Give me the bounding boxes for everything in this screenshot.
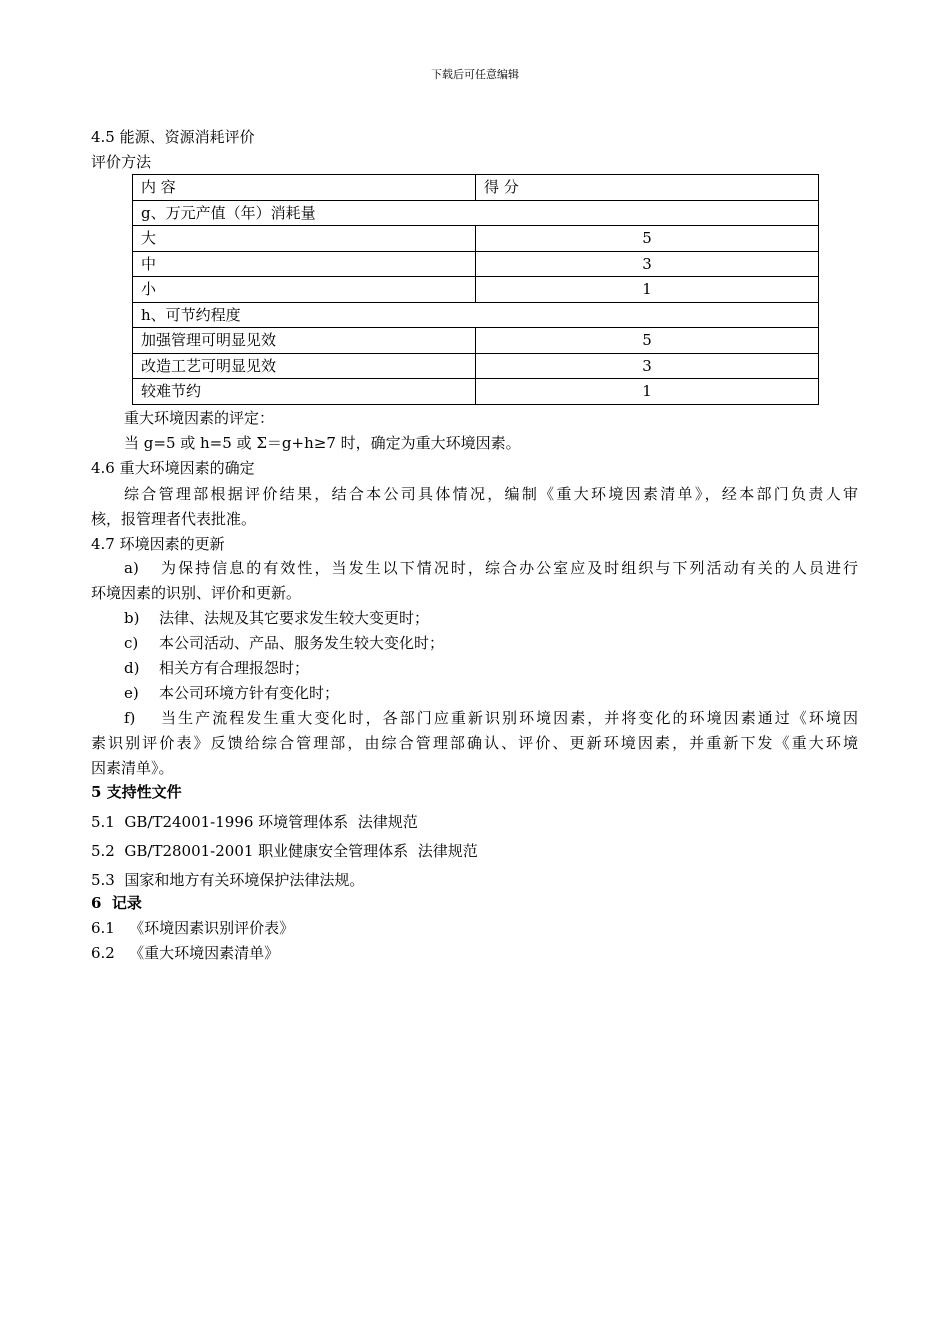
row-score: 3	[476, 353, 819, 379]
item-f-label: f)	[124, 709, 136, 727]
row-label: 大	[133, 226, 476, 252]
row-score: 1	[476, 379, 819, 405]
table-row	[133, 328, 819, 354]
section-5-3: 5.3 国家和地方有关环境保护法律法规。	[91, 871, 365, 889]
energy-evaluation-table	[132, 174, 819, 405]
major-factor-label: 重大环境因素的评定：	[124, 409, 275, 427]
item-c	[124, 633, 444, 653]
item-d-text: 相关方有合理报怨时；	[159, 659, 310, 677]
section-4-5-title: 4.5 能源、资源消耗评价	[91, 128, 255, 146]
row-label: 加强管理可明显见效	[133, 328, 476, 354]
item-e	[124, 683, 339, 703]
item-d-label: d)	[124, 659, 140, 677]
item-a-text: 为保持信息的有效性，当发生以下情况时，综合办公室应及时组织与下列活动有关的人员进行	[159, 559, 858, 577]
section-5-title: 5 支持性文件	[91, 783, 182, 801]
item-e-label: e)	[124, 684, 139, 702]
table-group-row	[133, 302, 819, 328]
table-row	[133, 277, 819, 303]
row-score: 5	[476, 328, 819, 354]
table-row	[133, 379, 819, 405]
group-h-title: h、可节约程度	[133, 302, 819, 328]
item-d	[124, 658, 309, 678]
section-4-7-title: 4.7 环境因素的更新	[91, 535, 225, 553]
score-header: 得 分	[476, 175, 819, 201]
item-c-label: c)	[124, 634, 139, 652]
item-a-label: a)	[124, 559, 139, 577]
item-f-line3: 因素清单》。	[91, 759, 174, 777]
row-label: 中	[133, 251, 476, 277]
item-f-text: 当生产流程发生重大变化时，各部门应重新识别环境因素，并将变化的环境因素通过《环境因	[159, 709, 858, 727]
table-row	[133, 251, 819, 277]
table-row	[133, 226, 819, 252]
item-b-label: b)	[124, 609, 140, 627]
item-c-text: 本公司活动、产品、服务发生较大变化时；	[159, 634, 445, 652]
item-f-line1	[124, 708, 858, 728]
item-f-line2: 素识别评价表》反馈给综合管理部，由综合管理部确认、评价、更新环境因素，并重新下发《重大环境	[91, 734, 858, 752]
section-6-2: 6.2 《重大环境因素清单》	[91, 944, 280, 962]
section-4-6-paragraph-line1: 综合管理部根据评价结果，结合本公司具体情况，编制《重大环境因素清单》，经本部门负责人审	[124, 485, 858, 503]
evaluation-method-label: 评价方法	[91, 153, 152, 171]
row-label: 改造工艺可明显见效	[133, 353, 476, 379]
row-score: 3	[476, 251, 819, 277]
row-label: 较难节约	[133, 379, 476, 405]
major-factor-rule: 当 g=5 或 h=5 或 Σ＝g+h≥7 时，确定为重大环境因素。	[124, 434, 521, 452]
item-a-line1	[124, 558, 858, 578]
table-row	[133, 353, 819, 379]
section-6-1: 6.1 《环境因素识别评价表》	[91, 919, 295, 937]
item-a-line2: 环境因素的识别、评价和更新。	[91, 584, 302, 602]
row-score: 1	[476, 277, 819, 303]
group-g-title: g、万元产值（年）消耗量	[133, 200, 819, 226]
section-5-2: 5.2 GB/T28001-2001 职业健康安全管理体系 法律规范	[91, 842, 478, 860]
page-header: 下载后可任意编辑	[431, 68, 519, 81]
section-4-6-title: 4.6 重大环境因素的确定	[91, 459, 255, 477]
row-score: 5	[476, 226, 819, 252]
table-group-row	[133, 200, 819, 226]
table-header-row	[133, 175, 819, 201]
item-b-text: 法律、法规及其它要求发生较大变更时；	[159, 609, 430, 627]
section-5-1: 5.1 GB/T24001-1996 环境管理体系 法律规范	[91, 813, 418, 831]
content-header: 内 容	[133, 175, 476, 201]
section-4-6-paragraph-line2: 核，报管理者代表批准。	[91, 510, 257, 528]
item-e-text: 本公司环境方针有变化时；	[159, 684, 340, 702]
row-label: 小	[133, 277, 476, 303]
section-6-title: 6 记录	[91, 894, 142, 912]
item-b	[124, 608, 429, 628]
